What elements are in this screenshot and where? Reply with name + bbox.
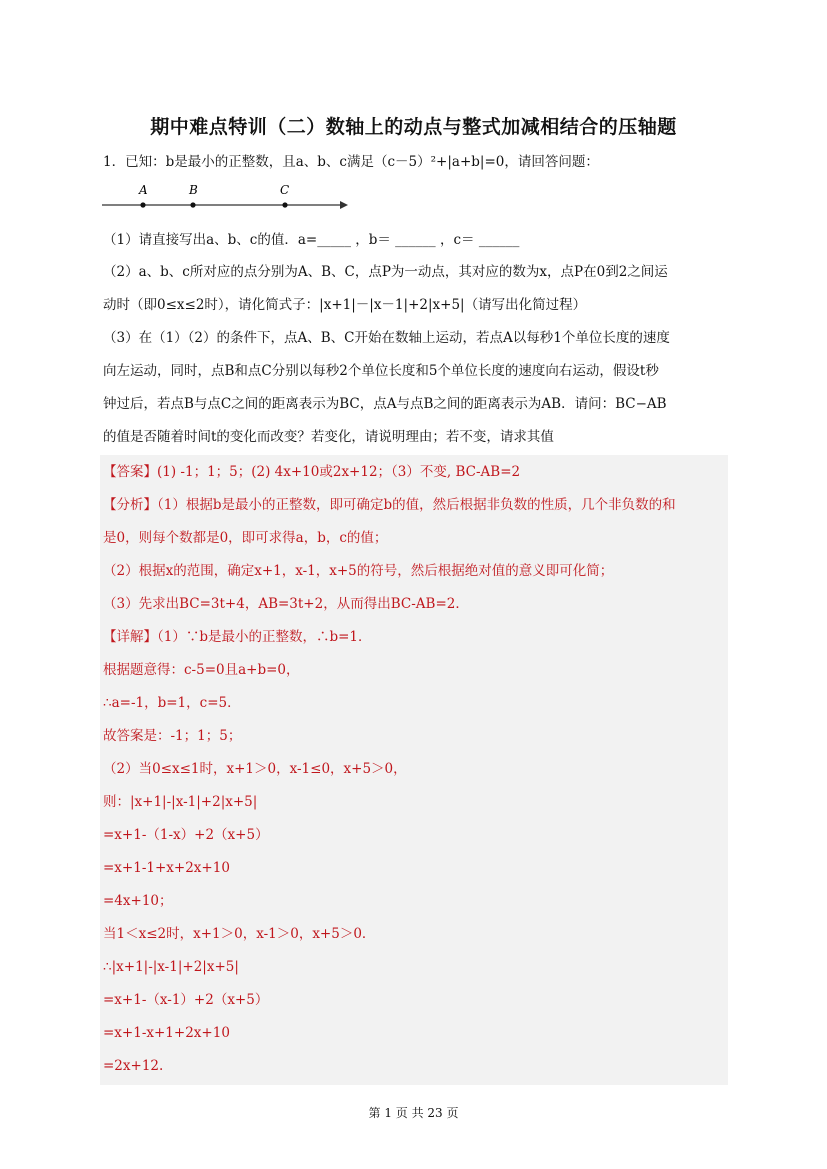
detail-line-13: =x+1-x+1+2x+10 bbox=[103, 1025, 230, 1041]
label-c: C bbox=[280, 183, 290, 197]
page-footer: 第 1 页 共 23 页 bbox=[368, 1106, 459, 1120]
question-line-5: （3）在（1）（2）的条件下，点A、B、C开始在数轴上运动，若点A以每秒1个单位长度的速度 bbox=[103, 330, 670, 346]
question-line-7: 钟过后，若点B与点C之间的距离表示为BC，点A与点B之间的距离表示为AB．请问：BC−AB bbox=[103, 396, 667, 412]
detail-line-4: 故答案是：-1；1；5； bbox=[103, 728, 242, 744]
detail-line-14: =2x+12. bbox=[103, 1058, 164, 1074]
detail-line-3: ∴a=-1，b=1，c=5． bbox=[103, 695, 241, 711]
analysis-line-2: 是0，则每个数都是0，即可求得a，b，c的值； bbox=[103, 530, 388, 546]
detail-line-5: （2）当0≤x≤1时，x+1＞0，x-1≤0，x+5＞0， bbox=[103, 761, 407, 777]
detail-line-12: =x+1-（x-1）+2（x+5） bbox=[103, 992, 269, 1008]
detail-line-8: =x+1-1+x+2x+10 bbox=[103, 860, 230, 876]
detail-line-1: 【详解】（1）∵b是最小的正整数，∴b=1． bbox=[103, 629, 372, 645]
detail-line-11: ∴|x+1|-|x-1|+2|x+5| bbox=[103, 959, 239, 975]
label-b: B bbox=[189, 183, 198, 197]
detail-line-9: =4x+10； bbox=[103, 893, 173, 909]
question-line-6: 向左运动，同时，点B和点C分别以每秒2个单位长度和5个单位长度的速度向右运动，假设t秒 bbox=[103, 363, 659, 379]
analysis-line-4: （3）先求出BC=3t+4，AB=3t+2，从而得出BC-AB=2． bbox=[103, 596, 469, 612]
point-b bbox=[190, 202, 195, 207]
answer-line-1: 【答案】(1) -1；1；5；(2) 4x+10或2x+12；（3）不变, BC-AB=2 bbox=[103, 464, 521, 480]
detail-line-10: 当1＜x≤2时，x+1＞0，x-1＞0，x+5＞0． bbox=[103, 926, 376, 942]
detail-line-2: 根据题意得：c-5=0且a+b=0， bbox=[103, 662, 300, 678]
page-title: 期中难点特训（二）数轴上的动点与整式加减相结合的压轴题 bbox=[150, 116, 677, 138]
number-line-arrow bbox=[340, 201, 348, 209]
question-line-4: 动时（即0≤x≤2时），请化简式子：|x+1|－|x－1|+2|x+5|（请写出化简过程） bbox=[103, 297, 587, 313]
point-c bbox=[282, 202, 287, 207]
point-a bbox=[140, 202, 145, 207]
analysis-line-1: 【分析】（1）根据b是最小的正整数，即可确定b的值，然后根据非负数的性质，几个非负数的和 bbox=[103, 497, 676, 513]
question-line-1: 1．已知：b是最小的正整数，且a、b、c满足（c－5）²+|a+b|=0，请回答问题： bbox=[103, 154, 599, 170]
detail-line-7: =x+1-（1-x）+2（x+5） bbox=[103, 827, 269, 843]
question-line-8: 的值是否随着时间t的变化而改变？若变化，请说明理由；若不变，请求其值 bbox=[103, 429, 554, 445]
label-a: A bbox=[139, 183, 148, 197]
number-line bbox=[100, 180, 360, 220]
analysis-line-3: （2）根据x的范围，确定x+1，x-1，x+5的符号，然后根据绝对值的意义即可化简； bbox=[103, 563, 614, 579]
question-line-3: （2）a、b、c所对应的点分别为A、B、C，点P为一动点，其对应的数为x，点P在0到2之间运 bbox=[103, 264, 668, 280]
detail-line-6: 则：|x+1|-|x-1|+2|x+5| bbox=[103, 794, 258, 810]
question-line-2: （1）请直接写出a、b、c的值．a=_____ ，b＝ ______ ，c＝ ______ bbox=[103, 232, 520, 248]
